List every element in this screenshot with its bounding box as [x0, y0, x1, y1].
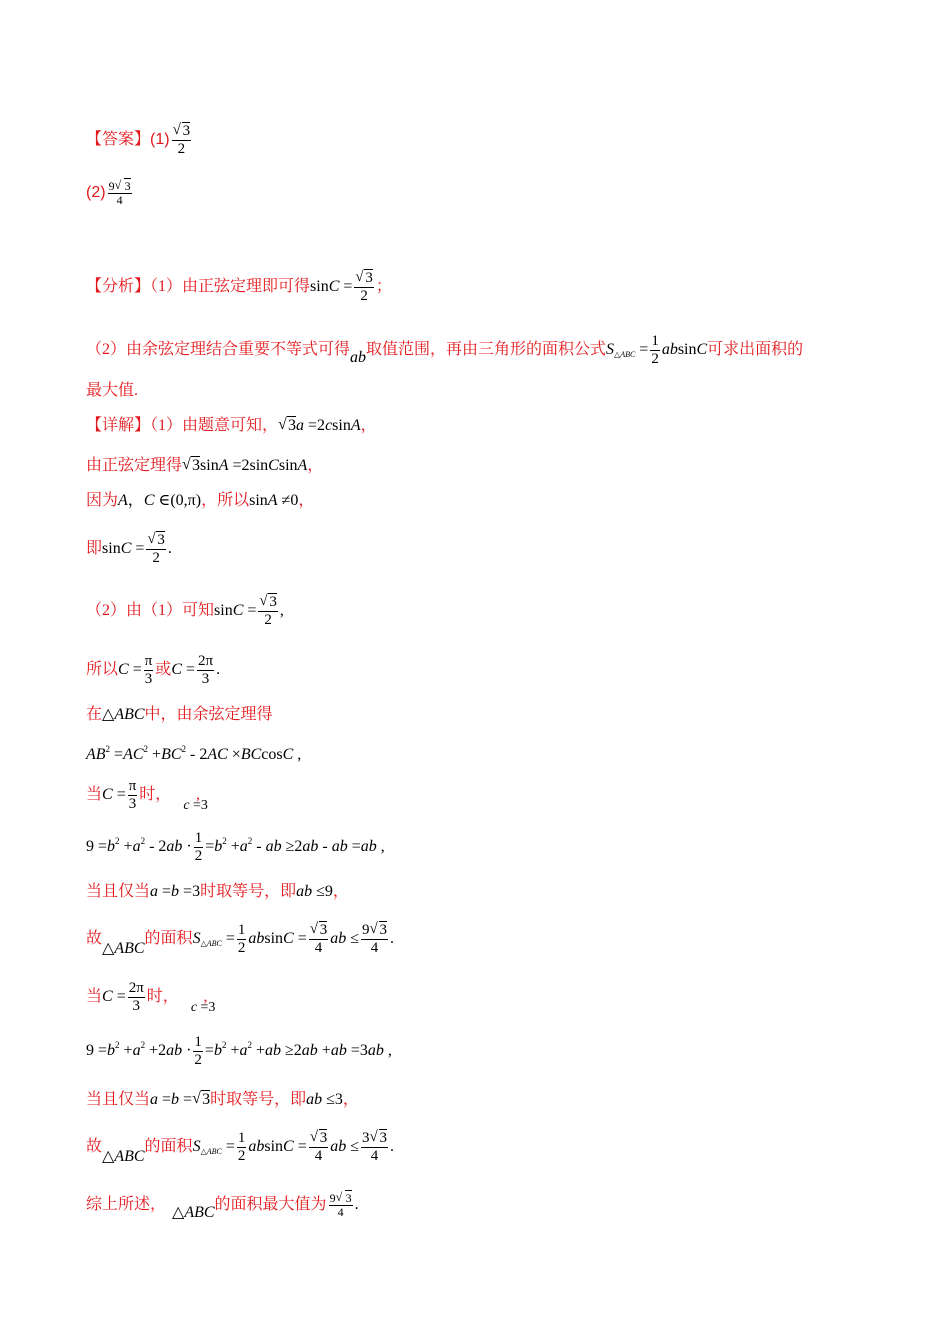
equality1-text-a: 当且仅当	[86, 883, 151, 900]
detail-label: 【详解】	[86, 417, 151, 434]
analysis-text-2c: 可求出面积的	[707, 341, 804, 359]
cosine-law-formula: $AB^2 =AC^2 +BC^2 - 2AC \times BCcosC$ ,	[86, 744, 302, 763]
detail-text-7a: 在	[86, 706, 103, 723]
detail-line-6: 所以C = $\frac{\pi}{3}$ 或C = $\frac{2\pi}{3}$ .	[86, 653, 221, 687]
answer-label: 【答案】	[86, 131, 151, 149]
detail-line-3: 因为A，C ∈(0,π)，所以sinA ≠0，	[86, 492, 315, 509]
equality2-line: 当且仅当a =b =√ 3时取等号，即ab ≤3，	[86, 1090, 359, 1110]
detail-text-3b: 所以	[217, 492, 250, 509]
detail-text-6a: 所以	[86, 661, 119, 679]
detail-line-1: 【详解】（1）由题意可知，√ 3a =2csinA，	[86, 416, 377, 436]
detail-text-7b: 中，由余弦定理得	[144, 706, 273, 723]
summary-text-b: 的面积最大值为	[214, 1196, 327, 1214]
equality1-line: 当且仅当a =b =3时取等号，即ab ≤9，	[86, 883, 349, 900]
case1-line: 当C = $\frac{\pi}{3}$ 时，c =3,	[86, 778, 208, 814]
analysis-line-1: 【分析】（1）由正弦定理即可得sinC = √ $\frac{3}{2}$ ；	[86, 270, 392, 305]
detail-text-2: 由正弦定理得	[86, 457, 183, 474]
answer-part2-number: (2)	[86, 184, 106, 202]
detail-line-4: 即sinC = √ $\frac{3}{2}$ .	[86, 532, 172, 567]
detail-text-6b: 或	[155, 661, 172, 679]
case2-text-a: 当	[86, 988, 103, 1006]
case2-line: 当C = $\frac{2\pi}{3}$ 时，c =3,	[86, 980, 216, 1016]
detail-line-2: 由正弦定理得√ 3sinA =2sinCsinA，	[86, 456, 323, 476]
answer-part2-fraction: $\frac{9√ 3}{4}$	[108, 180, 132, 207]
area2-line: 故△ABC的面积$S_{\triangle ABC}$ = $\frac{1}{2}$ absinC = √ $\frac{3}{4}$ ab ≤ $\frac{3√ 3}{4}$ .	[86, 1130, 394, 1165]
sinC-fraction: √ $\frac{3}{2}$	[354, 270, 374, 305]
detail-text-3a: 因为	[86, 492, 119, 509]
analysis-label: 【分析】	[86, 278, 151, 296]
answer-part1-number: (1)	[150, 131, 170, 149]
answer-part1-fraction: √ $\frac{3}{2}$	[172, 123, 192, 158]
equality2-text-a: 当且仅当	[86, 1091, 151, 1108]
answer-line-1	[86, 123, 193, 158]
equality1-text-b: 时取等号，即	[200, 883, 297, 900]
analysis-text-1: （1）由正弦定理即可得	[150, 278, 311, 296]
area1-text-a: 故	[86, 930, 103, 948]
analysis-text-2a: （2）由余弦定理结合重要不等式可得	[86, 341, 351, 359]
analysis-text-3: 最大值.	[86, 382, 139, 399]
case1-text-b: 时，	[139, 786, 172, 804]
case2-text-b: 时，	[146, 988, 179, 1006]
detail-text-4: 即	[86, 540, 103, 558]
case1-text-a: 当	[86, 786, 103, 804]
case1-inequality: $9 =b^2 +a^2 - 2ab$ · $\frac{1}{2}$ $=b^2 +a^2$ - ab ≥2ab - ab =ab ,	[86, 830, 385, 864]
detail-text-1: （1）由题意可知，	[150, 417, 279, 434]
equality2-text-b: 时取等号，即	[210, 1091, 307, 1108]
analysis-line-2: （2）由余弦定理结合重要不等式可得ab取值范围，再由三角形的面积公式$S_{\triangle ABC}$ = $\frac{1}{2}$ absinC可求出面积的	[86, 333, 804, 367]
summary-text-a: 综上所述，	[86, 1196, 167, 1214]
case2-inequality: $9 =b^2 +a^2 +2ab$ · $\frac{1}{2}$ $=b^2 +a^2 +ab \ge 2ab +ab =3ab$ ,	[86, 1034, 392, 1068]
area1-text-b: 的面积	[144, 930, 193, 948]
detail-text-5: （2）由（1）可知	[86, 602, 215, 620]
area2-text-a: 故	[86, 1138, 103, 1156]
area1-line: 故△ABC的面积$S_{\triangle ABC}$ = $\frac{1}{2}$ absinC = √ $\frac{3}{4}$ ab ≤ $\frac{9√ 3}{4}$ .	[86, 922, 394, 957]
detail-line-7: 在△ABC中，由余弦定理得	[86, 706, 273, 723]
area2-text-b: 的面积	[144, 1138, 193, 1156]
analysis-ab: ab	[350, 349, 367, 367]
answer-line-2	[86, 180, 134, 207]
analysis-line-3	[86, 381, 138, 401]
detail-line-5: （2）由（1）可知sinC = √ $\frac{3}{2}$ ,	[86, 594, 284, 629]
analysis-text-2b: 取值范围，再由三角形的面积公式	[366, 341, 607, 359]
summary-line: 综上所述， △ABC的面积最大值为 $\frac{9√ 3}{4}$ .	[86, 1192, 359, 1219]
